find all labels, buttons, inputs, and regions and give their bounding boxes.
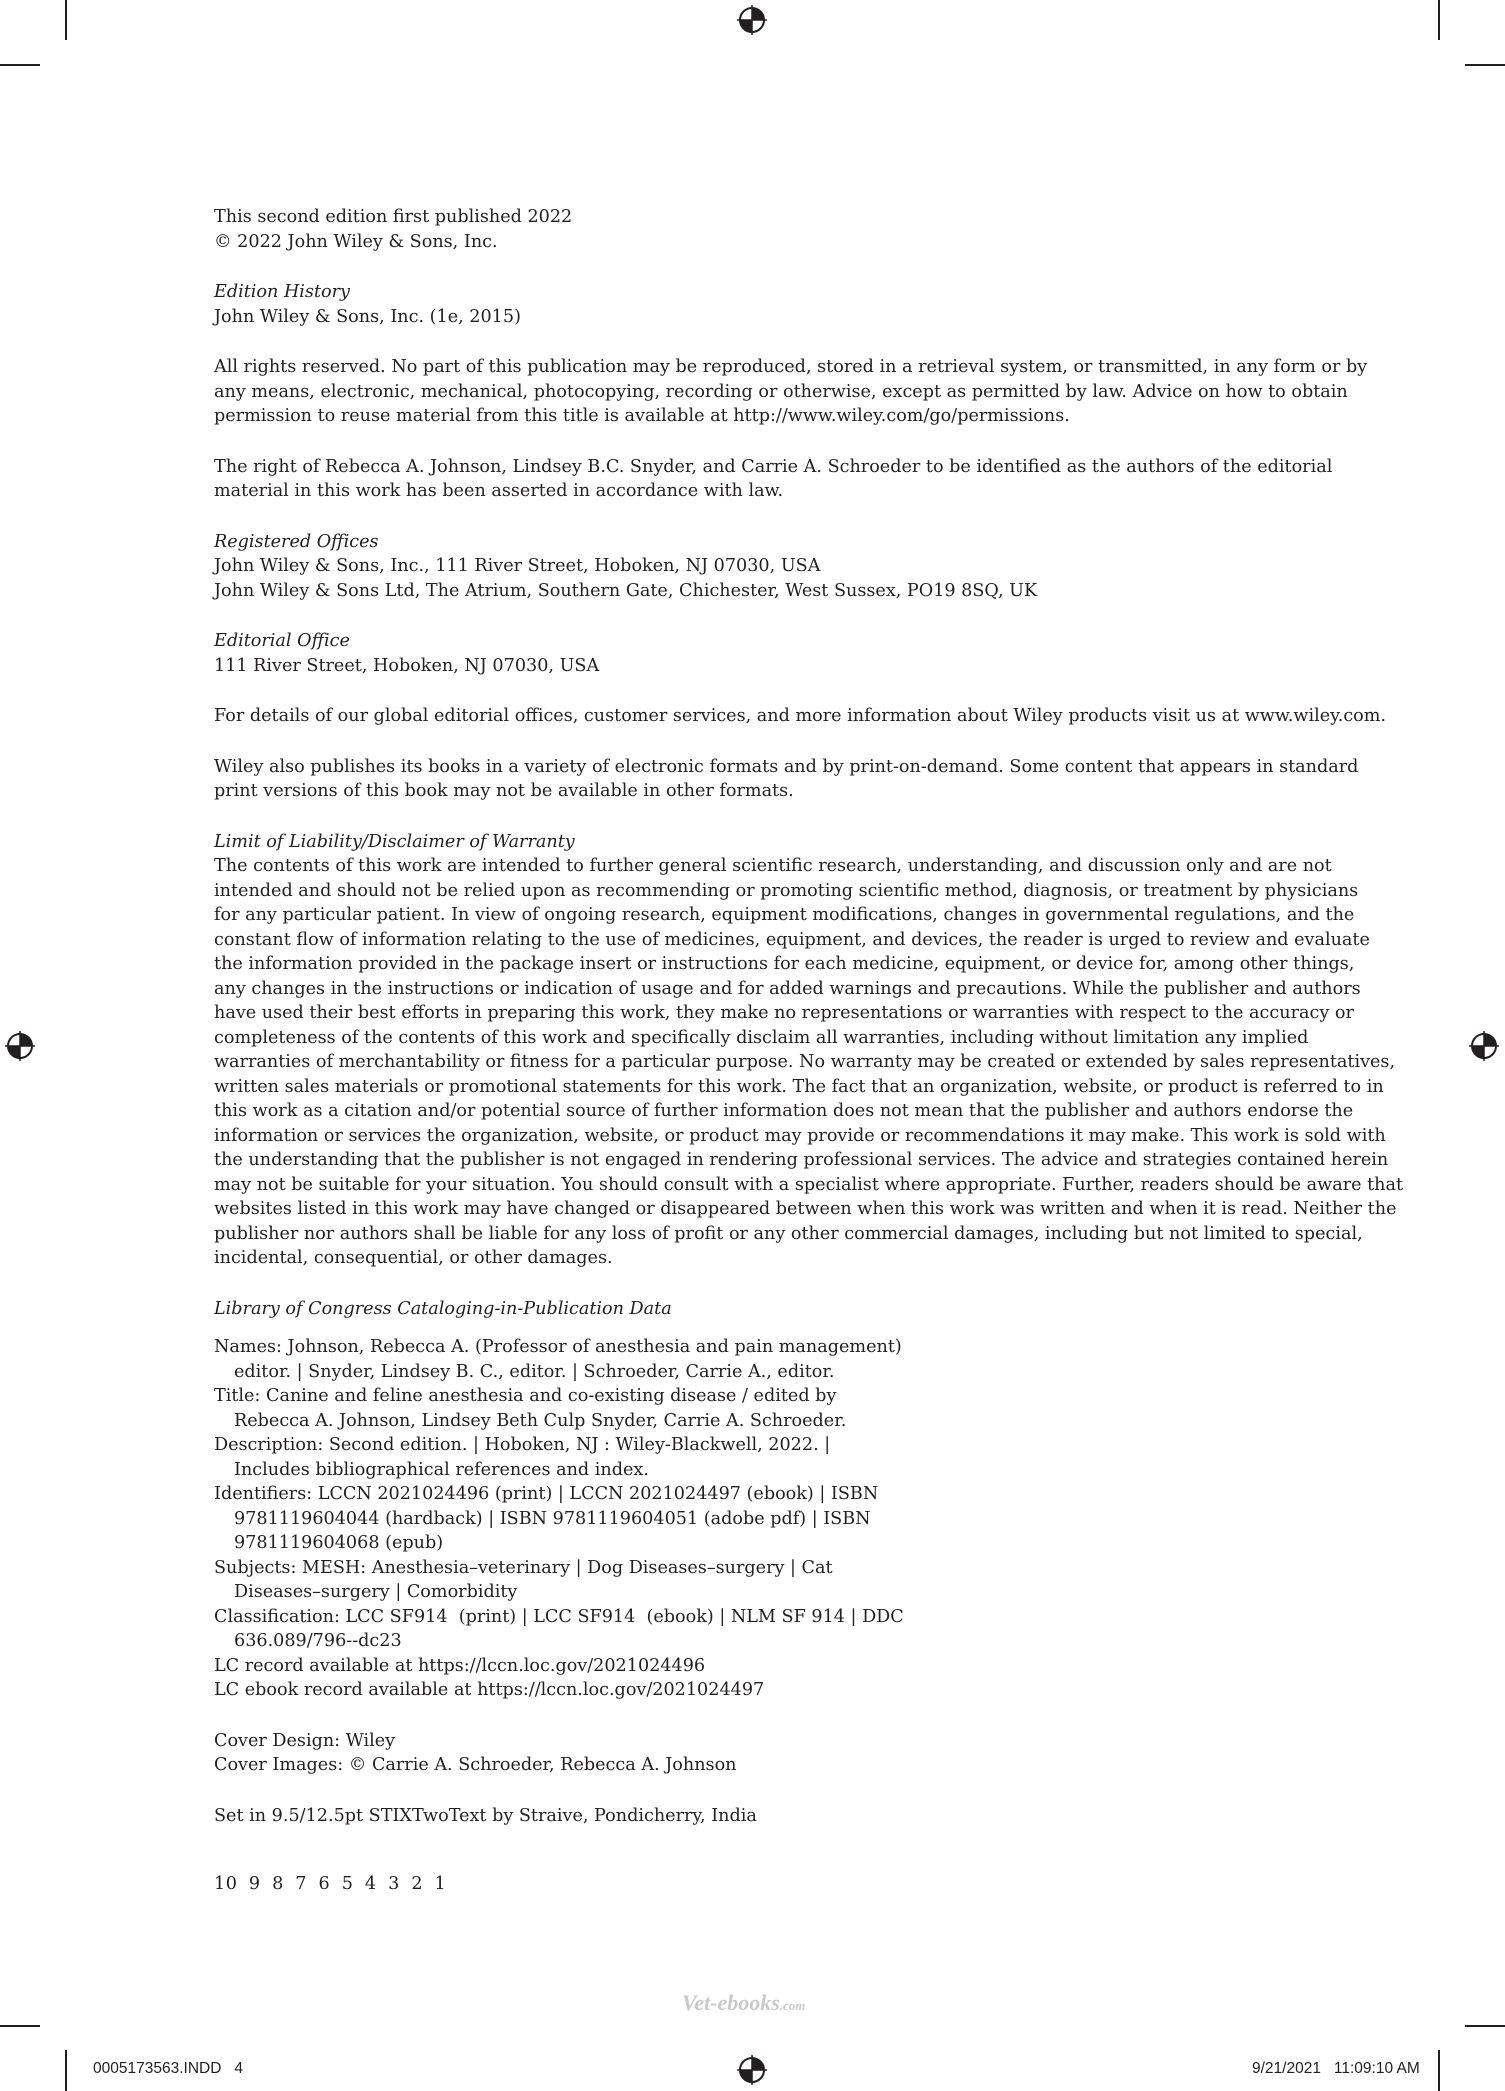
registered-offices-block xyxy=(214,530,1294,604)
cip-entry-subjects xyxy=(214,1556,1294,1605)
disclaimer-line: incidental, consequential, or other damages. xyxy=(214,1248,613,1268)
cip-entry-title xyxy=(214,1384,1294,1433)
registration-mark-icon xyxy=(737,5,767,35)
disclaimer-line: any changes in the instructions or indication of usage and for added warnings and precautions. While the publisher and authors xyxy=(214,978,1361,999)
cip-entry-first-line: Names: Johnson, Rebecca A. (Professor of anesthesia and pain management) xyxy=(214,1337,902,1357)
print-number: 4 xyxy=(364,1874,377,1894)
cip-entry-description xyxy=(214,1433,1294,1482)
disclaimer-line: the understanding that the publisher is not engaged in rendering professional services. The advice and strategies contained herein xyxy=(214,1150,1389,1170)
disclaimer-line: warranties of merchantability or fitness for a particular purpose. No warranty may be created or extended by sales representatives, xyxy=(214,1052,1396,1072)
print-number: 5 xyxy=(341,1874,354,1894)
cip-entry-continuation: editor. | Snyder, Lindsey B. C., editor. | Schroeder, Carrie A., editor. xyxy=(234,1361,835,1382)
registration-mark-icon xyxy=(5,1031,35,1061)
cip-entry-first-line: LC ebook record available at https://lccn.loc.gov/2021024497 xyxy=(214,1680,765,1700)
rights-block xyxy=(214,355,1368,429)
print-number: 10 xyxy=(214,1874,238,1894)
print-number: 2 xyxy=(411,1874,424,1894)
cip-entry-continuation: 9781119604068 (epub) xyxy=(234,1533,444,1553)
cip-entry-lc-ebook-record xyxy=(214,1678,1294,1703)
registration-mark-icon xyxy=(1469,1031,1499,1061)
cip-entry-names xyxy=(214,1335,1294,1384)
cip-entry-identifiers xyxy=(214,1482,1294,1556)
formats-block xyxy=(214,755,1359,804)
authors-right-line: material in this work has been asserted in accordance with law. xyxy=(214,481,784,501)
editorial-office-heading: Editorial Office xyxy=(214,631,350,651)
typeset-text: Set in 9.5/12.5pt STIXTwoText by Straive, Pondicherry, India xyxy=(214,1805,757,1826)
cip-entry-classification xyxy=(214,1605,1294,1654)
cip-entry-continuation: 636.089/796--dc23 xyxy=(234,1631,402,1651)
disclaimer-line: information or services the organization, website, or product may provide or recommendations it may make. This work is sold with xyxy=(214,1125,1386,1146)
crop-mark-bottom-left-vertical xyxy=(65,2050,67,2091)
publication-line: This second edition first published 2022 xyxy=(214,207,573,227)
disclaimer-heading: Limit of Liability/Disclaimer of Warranty xyxy=(214,831,575,852)
print-number: 1 xyxy=(434,1874,447,1894)
publication-block xyxy=(214,205,1294,254)
details-text: For details of our global editorial offices, customer services, and more information about Wiley products visit us at www.wiley.com. xyxy=(214,706,1387,726)
authors-right-line: The right of Rebecca A. Johnson, Lindsey B.C. Snyder, and Carrie A. Schroeder to be identified as the authors of the editorial xyxy=(214,456,1333,477)
cover-images: Cover Images: © Carrie A. Schroeder, Rebecca A. Johnson xyxy=(214,1755,737,1775)
cip-heading: Library of Congress Cataloging-in-Publication Data xyxy=(214,1298,672,1319)
print-number: 7 xyxy=(295,1874,307,1894)
slug-date-time: 9/21/2021 11:09:10 AM xyxy=(1252,2060,1420,2077)
cip-entry-continuation: Diseases–surgery | Comorbidity xyxy=(234,1582,518,1602)
cip-entry-first-line: Title: Canine and feline anesthesia and co-existing disease / edited by xyxy=(214,1386,837,1406)
printing-number-line xyxy=(214,1872,1294,1897)
disclaimer-line: for any particular patient. In view of ongoing research, equipment modifications, changes in governmental regulations, and the xyxy=(214,905,1355,925)
cip-entry-continuation: Includes bibliographical references and index. xyxy=(234,1459,649,1480)
cip-heading-block xyxy=(214,1297,1294,1322)
cip-entry-lc-record xyxy=(214,1654,1294,1679)
print-number: 8 xyxy=(272,1874,284,1894)
disclaimer-line: have used their best efforts in preparing this work, they make no representations or warranties with respect to the accuracy or xyxy=(214,1003,1354,1023)
edition-history-heading: Edition History xyxy=(214,282,350,302)
rights-line: permission to reuse material from this title is available at http://www.wiley.com/go/permissions. xyxy=(214,406,1070,426)
authors-right-block xyxy=(214,455,1333,504)
disclaimer-line: written sales materials or promotional statements for this work. The fact that an organization, website, or product is referred to in xyxy=(214,1076,1384,1097)
office-address: John Wiley & Sons Ltd, The Atrium, Southern Gate, Chichester, West Sussex, PO19 8SQ, UK xyxy=(214,580,1038,601)
crop-mark-top-left-horizontal xyxy=(0,64,40,66)
print-number: 3 xyxy=(388,1874,400,1894)
registration-mark-icon xyxy=(737,2055,767,2085)
formats-line: print versions of this book may not be available in other formats. xyxy=(214,781,794,801)
disclaimer-line: completeness of the contents of this work and specifically disclaim all warranties, including without limitation any implied xyxy=(214,1027,1309,1048)
formats-line: Wiley also publishes its books in a variety of electronic formats and by print-on-demand. Some content that appears in standard xyxy=(214,756,1359,777)
rights-line: any means, electronic, mechanical, photocopying, recording or otherwise, except as permitted by law. Advice on how to obtain xyxy=(214,381,1348,402)
cip-entry-first-line: Description: Second edition. | Hoboken, NJ : Wiley-Blackwell, 2022. | xyxy=(214,1435,831,1455)
disclaimer-line: The contents of this work are intended to further general scientific research, understanding, and discussion only and are not xyxy=(214,856,1332,876)
disclaimer-line: publisher nor authors shall be liable for any loss of profit or any other commercial damages, including but not limited to special, xyxy=(214,1223,1363,1244)
office-address: John Wiley & Sons, Inc., 111 River Street, Hoboken, NJ 07030, USA xyxy=(214,556,821,576)
cover-credits-block xyxy=(214,1729,1294,1778)
edition-history-block xyxy=(214,280,1294,329)
print-number: 9 xyxy=(248,1874,261,1894)
crop-mark-top-right-vertical xyxy=(1438,0,1440,40)
disclaimer-line: this work as a citation and/or potential source of further information does not mean that the publisher and authors endorse the xyxy=(214,1101,1354,1121)
watermark-suffix: .com xyxy=(779,1998,806,2013)
disclaimer-line: intended and should not be relied upon as recommending or promoting scientific method, diagnosis, or treatment by physicians xyxy=(214,880,1359,901)
disclaimer-line: the information provided in the package insert or instructions for each medicine, equipment, or device for, among other things, xyxy=(214,954,1355,974)
cip-entry-first-line: Identifiers: LCCN 2021024496 (print) | LCCN 2021024497 (ebook) | ISBN xyxy=(214,1484,879,1504)
cover-design: Cover Design: Wiley xyxy=(214,1730,396,1751)
disclaimer-block xyxy=(214,830,1404,1271)
watermark-logo xyxy=(682,1990,822,2018)
cip-entry-continuation: 9781119604044 (hardback) | ISBN 9781119604051 (adobe pdf) | ISBN xyxy=(234,1508,871,1529)
editorial-office-address: 111 River Street, Hoboken, NJ 07030, USA xyxy=(214,655,600,676)
disclaimer-line: websites listed in this work may have changed or disappeared between when this work was written and when it is read. Neither the xyxy=(214,1199,1397,1219)
cip-entry-continuation: Rebecca A. Johnson, Lindsey Beth Culp Snyder, Carrie A. Schroeder. xyxy=(234,1410,847,1431)
crop-mark-bottom-right-vertical xyxy=(1438,2050,1440,2091)
crop-mark-top-right-horizontal xyxy=(1465,64,1505,66)
print-number: 6 xyxy=(318,1874,331,1894)
cip-entry-first-line: Subjects: MESH: Anesthesia–veterinary | Dog Diseases–surgery | Cat xyxy=(214,1557,833,1578)
cip-entry-first-line: LC record available at https://lccn.loc.gov/2021024496 xyxy=(214,1655,706,1676)
cip-data-block xyxy=(214,1335,1294,1703)
disclaimer-line: constant flow of information relating to the use of medicines, equipment, and devices, the reader is urged to review and evaluate xyxy=(214,929,1370,950)
copyright-line: © 2022 John Wiley & Sons, Inc. xyxy=(214,231,498,252)
editorial-office-block xyxy=(214,629,1294,678)
details-block xyxy=(214,704,1387,729)
disclaimer-line: may not be suitable for your situation. You should consult with a specialist where appropriate. Further, readers should be aware that xyxy=(214,1174,1404,1195)
rights-line: All rights reserved. No part of this publication may be reproduced, stored in a retrieval system, or transmitted, in any form or by xyxy=(214,357,1368,377)
edition-history-text: John Wiley & Sons, Inc. (1e, 2015) xyxy=(214,306,521,327)
typeset-block xyxy=(214,1804,1294,1829)
crop-mark-bottom-left-horizontal xyxy=(0,2025,40,2027)
slug-file-name: 0005173563.INDD 4 xyxy=(93,2060,243,2077)
crop-mark-top-left-vertical xyxy=(65,0,67,40)
copyright-page xyxy=(214,205,1404,1897)
cip-entry-first-line: Classification: LCC SF914 (print) | LCC SF914 (ebook) | NLM SF 914 | DDC xyxy=(214,1606,904,1627)
watermark-text: Vet-ebooks xyxy=(682,1990,780,2015)
registered-offices-heading: Registered Offices xyxy=(214,531,379,552)
crop-mark-bottom-right-horizontal xyxy=(1465,2025,1505,2027)
